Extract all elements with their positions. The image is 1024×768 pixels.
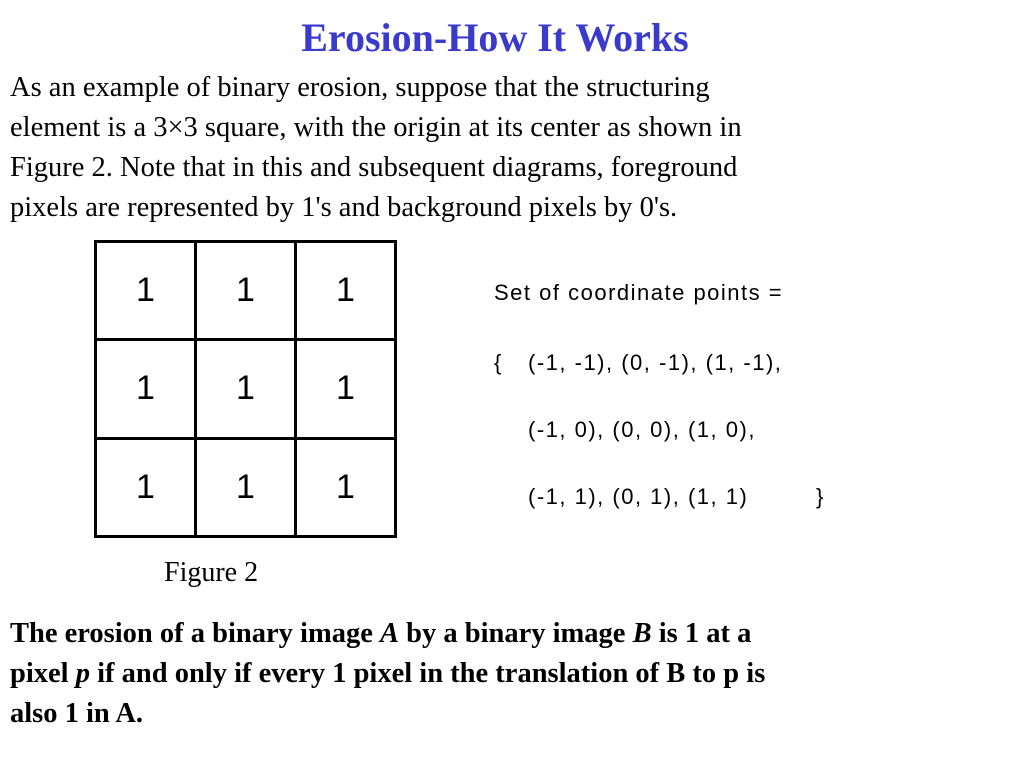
- variable-p: p: [75, 658, 90, 689]
- coordinate-row: (-1, -1), (0, -1), (1, -1),: [528, 350, 783, 375]
- grid-cell: 1: [196, 242, 296, 340]
- grid-cell: 1: [196, 438, 296, 536]
- close-brace: }: [816, 484, 825, 509]
- coordinate-row: (-1, 1), (0, 1), (1, 1): [528, 484, 749, 509]
- definition-text: The erosion of a binary image: [10, 618, 380, 649]
- definition-paragraph: [10, 614, 1010, 734]
- intro-paragraph: [10, 68, 1010, 228]
- variable-a: A: [379, 618, 399, 649]
- definition-text: if and only if every 1 pixel in the translation of B to p is: [89, 658, 766, 689]
- grid-row: [96, 340, 396, 438]
- coordinate-set-heading: Set of coordinate points =: [494, 280, 784, 305]
- intro-line: pixels are represented by 1's and background pixels by 0's.: [10, 192, 678, 223]
- grid-cell: 1: [296, 340, 396, 438]
- definition-line: also 1 in A.: [10, 698, 144, 729]
- grid-cell: 1: [96, 438, 196, 536]
- figure-caption: Figure 2: [164, 557, 259, 588]
- intro-line: As an example of binary erosion, suppose that the structuring: [10, 72, 710, 103]
- variable-b: B: [632, 618, 652, 649]
- grid-row: [96, 242, 396, 340]
- definition-text: pixel: [10, 658, 76, 689]
- structuring-element-grid: [94, 240, 397, 538]
- slide-title: Erosion-How It Works: [301, 15, 689, 60]
- coordinate-row: (-1, 0), (0, 0), (1, 0),: [528, 417, 756, 442]
- intro-line: Figure 2. Note that in this and subsequent diagrams, foreground: [10, 152, 738, 183]
- open-brace: {: [494, 350, 503, 375]
- definition-line: [10, 614, 1010, 654]
- grid-cell: 1: [96, 340, 196, 438]
- grid-cell: 1: [296, 438, 396, 536]
- definition-text: is 1 at a: [651, 618, 752, 649]
- definition-text: by a binary image: [399, 618, 633, 649]
- grid-cell: 1: [96, 242, 196, 340]
- definition-line: [10, 654, 1010, 694]
- grid-cell: 1: [196, 340, 296, 438]
- grid-cell: 1: [296, 242, 396, 340]
- grid-row: [96, 438, 396, 536]
- intro-line: element is a 3×3 square, with the origin at its center as shown in: [10, 112, 742, 143]
